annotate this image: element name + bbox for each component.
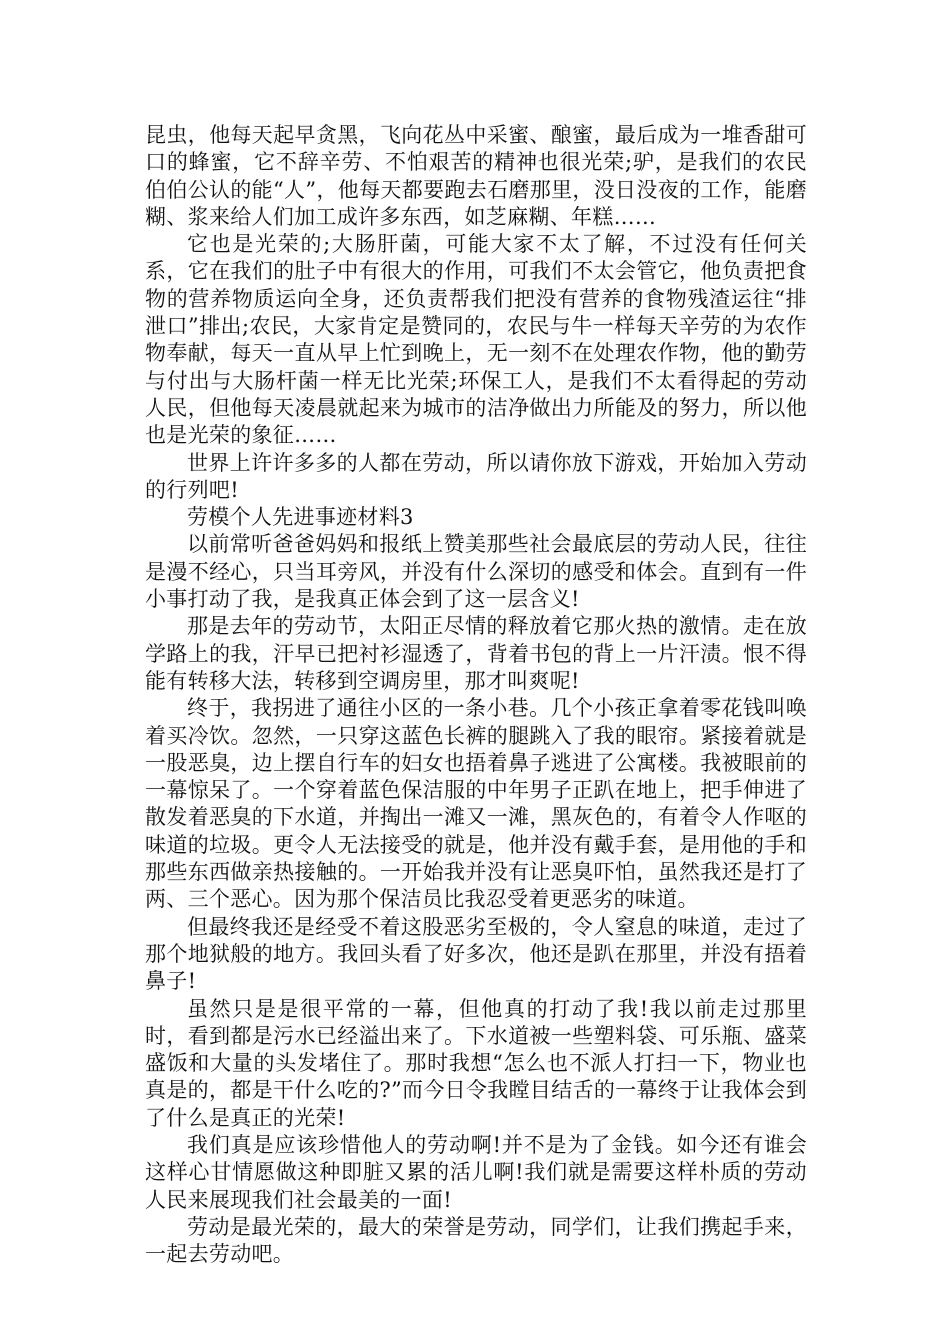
paragraph-8: 虽然只是是很平常的一幕，但他真的打动了我!我以前走过那里时，看到都是污水已经溢出来了。下水道被一些塑料袋、可乐瓶、盛菜盛饭和大量的头发堵住了。那时我想“怎么也不派人打扫一下，物业也真是的，都是干什么吃的?”而今日令我瞠目结舌的一幕终于让我体会到了什么是真正的光荣! bbox=[145, 996, 807, 1130]
paragraph-5: 那是去年的劳动节，太阳正尽情的释放着它那火热的激情。走在放学路上的我，汗早已把衬衫湿透了，背着书包的背上一片汗渍。恨不得能有转移大法，转移到空调房里，那才叫爽呢! bbox=[145, 614, 807, 693]
paragraph-2: 它也是光荣的;大肠肝菌，可能大家不太了解，不过没有任何关系，它在我们的肚子中有很大的作用，可我们不太会管它，他负责把食物的营养物质运向全身，还负责帮我们把没有营养的食物残渣运往“排泄口”排出;农民，大家肯定是赞同的，农民与牛一样每天辛劳的为农作物奉献，每天一直从早上忙到晚上，无一刻不在处理农作物，他的勤劳与付出与大肠杆菌一样无比光荣;环保工人，是我们不太看得起的劳动人民，但他每天凌晨就起来为城市的洁净做出力所能及的努力，所以他也是光荣的象征…… bbox=[145, 232, 807, 448]
paragraph-4: 以前常听爸爸妈妈和报纸上赞美那些社会最底层的劳动人民，往往是漫不经心，只当耳旁风，并没有什么深切的感受和体会。直到有一件小事打动了我，是我真正体会到了这一层含义! bbox=[145, 532, 807, 612]
paragraph-6: 终于，我拐进了通往小区的一条小巷。几个小孩正拿着零花钱叫唤着买冷饮。忽然，一只穿这蓝色长裤的腿跳入了我的眼帘。紧接着就是一股恶臭，边上摆自行车的妇女也捂着鼻子逃进了公寓楼。我被眼前的一幕惊呆了。一个穿着蓝色保洁服的中年男子正趴在地上，把手伸进了散发着恶臭的下水道，并掏出一滩又一滩，黑灰色的，有着令人作呕的味道的垃圾。更令人无法接受的就是，他并没有戴手套，是用他的手和那些东西做亲热接触的。一开始我并没有让恶臭吓怕，虽然我还是打了两、三个恶心。因为那个保洁员比我忍受着更恶劣的味道。 bbox=[145, 696, 807, 912]
paragraph-3: 世界上许许多多的人都在劳动，所以请你放下游戏，开始加入劳动的行列吧! bbox=[145, 450, 807, 502]
document-page bbox=[145, 122, 807, 1268]
paragraph-9: 我们真是应该珍惜他人的劳动啊!并不是为了金钱。如今还有谁会这样心甘情愿做这种即脏又累的活儿啊!我们就是需要这样朴质的劳动人民来展现我们社会最美的一面! bbox=[145, 1132, 807, 1212]
section-heading: 劳模个人先进事迹材料3 bbox=[187, 505, 414, 530]
paragraph-1: 昆虫，他每天起早贪黑，飞向花丛中采蜜、酿蜜，最后成为一堆香甜可口的蜂蜜，它不辞辛劳、不怕艰苦的精神也很光荣;驴，是我们的农民伯伯公认的能“人”，他每天都要跑去石磨那里，没日没夜的工作，能磨糊、浆来给人们加工成许多东西，如芝麻糊、年糕…… bbox=[145, 123, 807, 229]
paragraph-7: 但最终我还是经受不着这股恶劣至极的，令人窒息的味道，走过了那个地狱般的地方。我回头看了好多次，他还是趴在那里，并没有捂着鼻子! bbox=[145, 914, 807, 994]
paragraph-10: 劳动是最光荣的，最大的荣誉是劳动，同学们，让我们携起手来，一起去劳动吧。 bbox=[145, 1214, 807, 1267]
